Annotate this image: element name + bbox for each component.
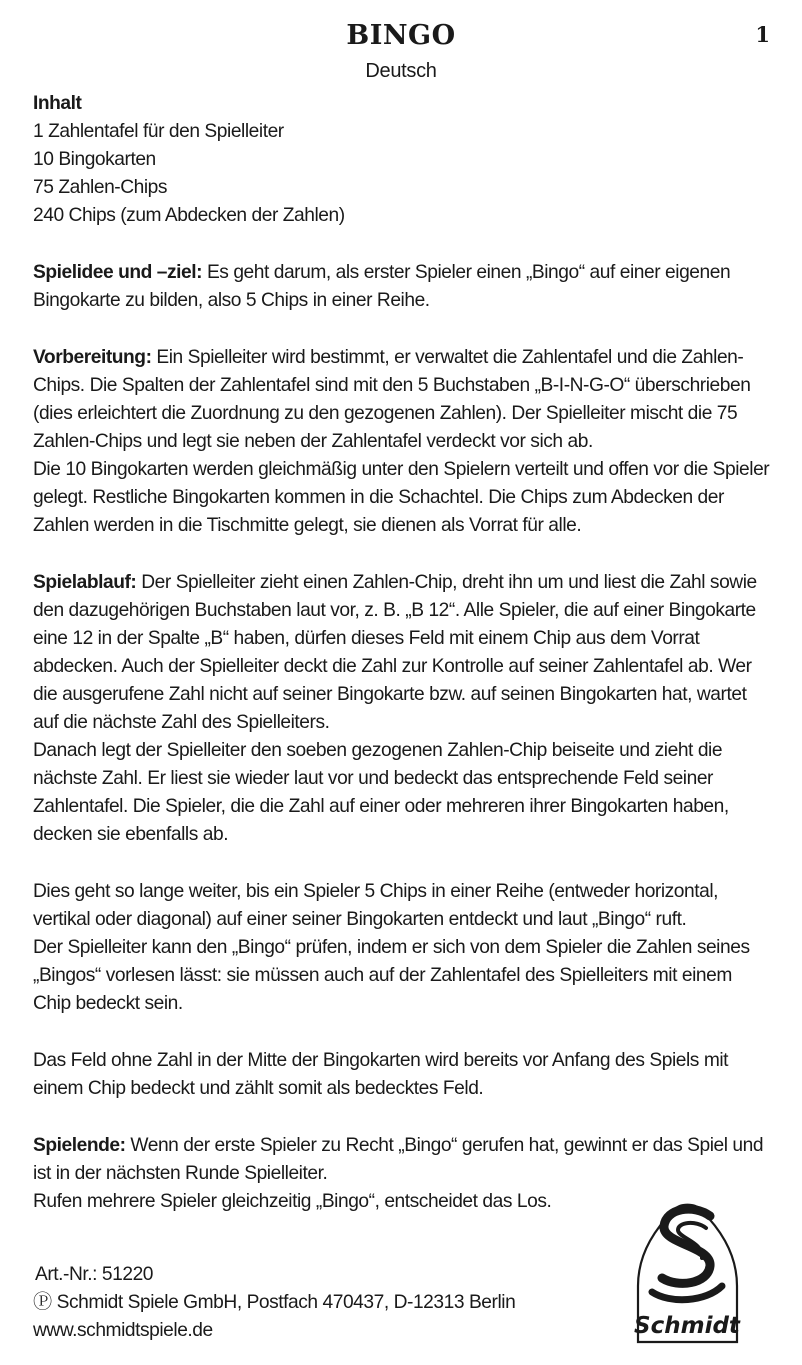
idea-section	[33, 259, 773, 315]
website-text: www.schmidtspiele.de	[33, 1320, 213, 1341]
contents-item: 240 Chips (zum Abdecken der Zahlen)	[33, 205, 345, 226]
contents-heading: Inhalt	[33, 93, 82, 114]
contents-item: 1 Zahlentafel für den Spielleiter	[33, 121, 284, 142]
preparation-text-2: Die 10 Bingokarten werden gleichmäßig unter den Spielern verteilt und offen vor die Spieler gelegt. Restliche Bingokarten kommen in die Schachtel. Die Chips zum Abdecken der Zahlen werden in die Tischmitte gelegt, sie dienen als Vorrat für alle.	[33, 459, 770, 536]
gameplay-label: Spielablauf:	[33, 572, 137, 593]
logo-s-stroke	[662, 1209, 710, 1283]
idea-text: Es geht darum, als erster Spieler einen „Bingo“ auf einer eigenen Bingokarte zu bilden, also 5 Chips in einer Reihe.	[33, 262, 731, 311]
company-address: Ⓟ Schmidt Spiele GmbH, Postfach 470437, D-12313 Berlin	[33, 1292, 516, 1313]
preparation-section	[33, 344, 773, 456]
end-section	[33, 1132, 773, 1188]
end-label: Spielende:	[33, 1135, 126, 1156]
idea-label: Spielidee und –ziel:	[33, 262, 203, 283]
continue-text: Dies geht so lange weiter, bis ein Spieler 5 Chips in einer Reihe (entweder horizontal, vertikal oder diagonal) auf einer seiner Bingokarten entdeckt und laut „Bingo“ ruft.	[33, 881, 719, 930]
preparation-label: Vorbereitung:	[33, 347, 152, 368]
rules-content	[33, 90, 773, 1216]
center-field-text: Das Feld ohne Zahl in der Mitte der Bingokarten wird bereits vor Anfang des Spiels mit einem Chip bedeckt und zählt somit als bedecktes Feld.	[33, 1050, 729, 1099]
logo-s-swoosh	[652, 1286, 722, 1300]
page-title: BINGO	[346, 20, 456, 51]
preparation-text: Ein Spielleiter wird bestimmt, er verwaltet die Zahlentafel und die Zahlen-Chips. Die Spalten der Zahlentafel sind mit den 5 Buchstaben „B-I-N-G-O“ überschrieben (dies erleichtert die Zuordnung zu den gezogenen Zahlen). Der Spielleiter mischt die 75 Zahlen-Chips und legt sie neben der Zahlentafel verdeckt vor sich ab.	[33, 347, 751, 452]
gameplay-text-2: Danach legt der Spielleiter den soeben gezogenen Zahlen-Chip beiseite und zieht die nächste Zahl. Er liest sie wieder laut vor und bedeckt das entsprechende Feld seiner Zahlentafel. Die Spieler, die die Zahl auf einer oder mehreren ihrer Bingokarten haben, decken sie ebenfalls ab.	[33, 740, 729, 845]
footer	[33, 1261, 593, 1345]
language-subtitle: Deutsch	[365, 60, 437, 82]
continue-text-2: Der Spielleiter kann den „Bingo“ prüfen, indem er sich von dem Spieler die Zahlen seines „Bingos“ vorlesen lässt: sie müssen auch auf der Zahlentafel des Spielleiters mit einem Chip bedeckt sein.	[33, 937, 750, 1014]
contents-item: 75 Zahlen-Chips	[33, 177, 168, 198]
article-number: Art.-Nr.: 51220	[35, 1264, 154, 1285]
end-text-2: Rufen mehrere Spieler gleichzeitig „Bingo“, entscheidet das Los.	[33, 1191, 552, 1212]
contents-item: 10 Bingokarten	[33, 149, 156, 170]
page-number: 1	[755, 22, 770, 47]
contents-section	[33, 90, 773, 230]
gameplay-section	[33, 569, 773, 737]
end-text: Wenn der erste Spieler zu Recht „Bingo“ gerufen hat, gewinnt er das Spiel und ist in der nächsten Runde Spielleiter.	[33, 1135, 764, 1184]
logo-text: Schmidt	[634, 1313, 740, 1339]
gameplay-text: Der Spielleiter zieht einen Zahlen-Chip, dreht ihn um und liest die Zahl sowie den dazugehörigen Buchstaben laut vor, z. B. „B 12“. Alle Spieler, die auf einer Bingokarte eine 12 in der Spalte „B“ haben, dürfen dieses Feld mit einem Chip aus dem Vorrat abdecken. Auch der Spielleiter deckt die Zahl zur Kontrolle auf seiner Zahlentafel ab. Wer die ausgerufene Zahl nicht auf seiner Bingokarte bzw. auf seinen Bingokarten hat, wartet auf die nächste Zahl des Spielleiters.	[33, 572, 757, 733]
schmidt-logo	[630, 1196, 745, 1346]
